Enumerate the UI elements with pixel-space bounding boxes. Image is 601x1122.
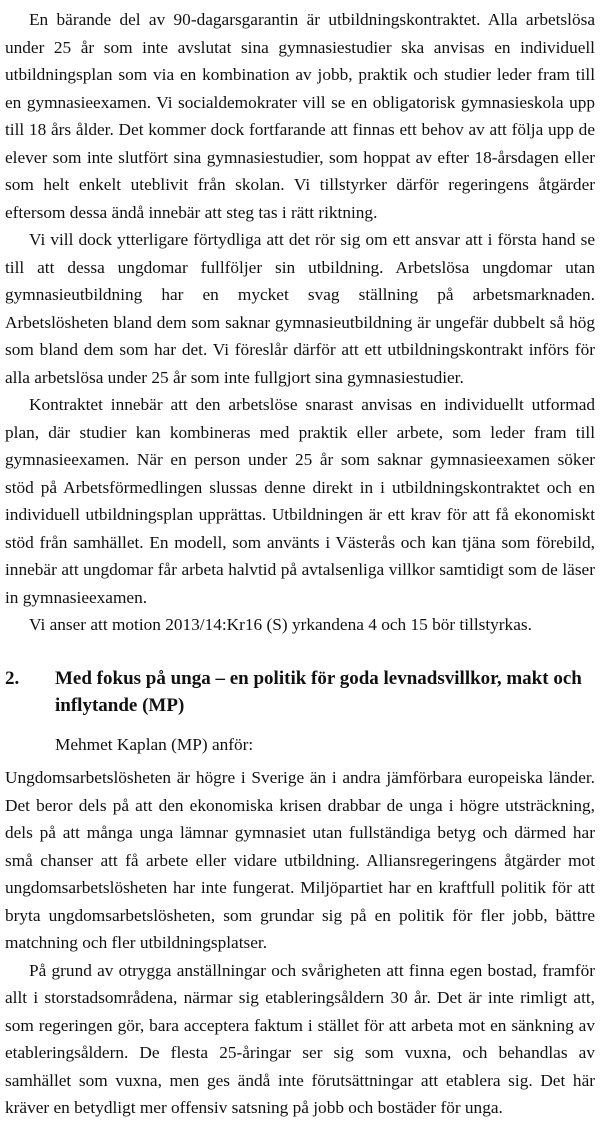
section-heading	[5, 665, 595, 719]
section-title: Med fokus på unga – en politik för goda levnadsvillkor, makt och inflytande (MP)	[55, 667, 582, 716]
paragraph-utbildningskontrakt: En bärande del av 90-dagarsgarantin är utbildningskontraktet. Alla arbetslösa under 25 år som inte avslutat sina gymnasiestudier ska anvisas en individuell utbildningsplan som via en kombination av jobb, praktik och studier leder fram till en gymnasieexamen. Vi socialdemokrater vill se en obligatorisk gymnasieskola upp till 18 års ålder. Det kommer dock fortfarande att finnas ett behov av att följa upp de elever som inte slutfört sina gymnasiestudier, som hoppat av efter 18-årsdagen eller som helt enkelt uteblivit från skolan. Vi tillstyrker därför regeringens åtgärder eftersom dessa ändå innebär att steg tas i rätt riktning.	[5, 10, 595, 222]
paragraph-otrygga-anstallningar: På grund av otrygga anställningar och svårigheten att finna egen bostad, framför allt i storstadsområdena, närmar sig etableringsåldern 30 år. Det är inte rimligt att, som regeringen gör, bara acceptera faktum i stället för att arbeta mot en sänkning av etableringsåldern. De flesta 25-åringar ser sig som vuxna, och behandlas av samhället som vuxna, men ges ändå inte förutsättningar att etablera sig. Det här kräver en betydligt mer offensiv satsning på jobb och bostäder för unga.	[5, 960, 595, 1117]
section-spacer	[5, 639, 595, 665]
paragraph-tillstyrkas: Vi anser att motion 2013/14:Kr16 (S) yrkandena 4 och 15 bör tillstyrkas.	[29, 615, 532, 634]
paragraph-ungdomsarbetsloshet: Ungdomsarbetslösheten är högre i Sverige än i andra jämförbara europeiska länder. Det beror dels på att den ekonomiska krisen drabbar de unga i högre utsträckning, dels på att många unga lämnar gymnasiet utan fullständiga betyg och därmed har små chanser att få arbete eller vidare utbildning. Alliansregeringens åtgärder mot ungdomsarbetslösheten har inte fungerat. Miljöpartiet har en kraftfull politik för att bryta ungdomsarbetslösheten, som grundar sig på en politik för fler jobb, bättre matchning och fler utbildningsplatser.	[5, 768, 595, 952]
section-number: 2.	[5, 667, 20, 689]
paragraph-kontraktet: Kontraktet innebär att den arbetslöse snarast anvisas en individuellt utformad plan, där studier kan kombineras med praktik eller arbete, som leder fram till gymnasieexamen. När en person under 25 år som saknar gymnasieexamen söker stöd på Arbetsförmedlingen slussas denne direkt in i utbildningskontraktet och en individuell utbildningsplan upprättas. Utbildningen är ett krav för att få ekonomiskt stöd från samhället. En modell, som använts i Västerås och kan tjäna som förebild, innebär att ungdomar får arbeta halvtid på avtalsenliga villkor samtidigt som de läser in gymnasieexamen.	[5, 395, 595, 607]
speaker-line: Mehmet Kaplan (MP) anför:	[55, 734, 254, 754]
paragraph-fortydliga: Vi vill dock ytterligare förtydliga att det rör sig om ett ansvar att i första hand se till att dessa ungdomar fullföljer sin utbildning. Arbetslösa ungdomar utan gymnasieutbildning har en mycket svag ställning på arbetsmarknaden. Arbetslösheten bland dem som saknar gymnasieutbildning är ungefär dubbelt så hög som bland dem som har det. Vi föreslår därför att ett utbildningskontrakt införs för alla arbetslösa under 25 år som inte fullgjort sina gymnasiestudier.	[5, 230, 595, 387]
